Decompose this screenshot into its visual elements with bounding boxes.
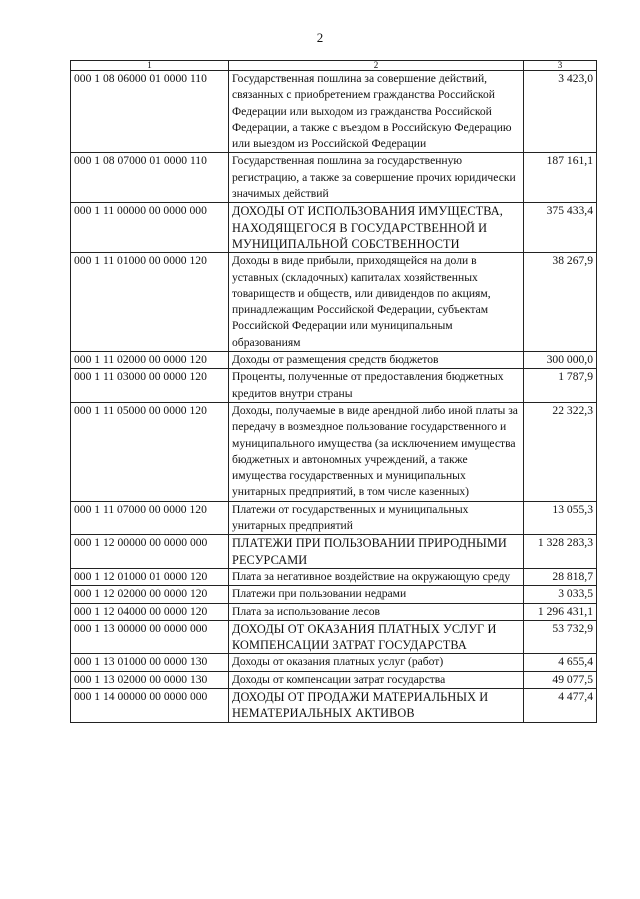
revenue-name-cell: Проценты, полученные от предоставления бюджетных кредитов внутри страны	[229, 369, 524, 403]
page-number: 2	[316, 30, 324, 45]
table-row	[71, 688, 597, 722]
amount-cell: 49 077,5	[524, 671, 597, 688]
revenue-name-cell: Плата за негативное воздействие на окружающую среду	[229, 568, 524, 585]
revenue-name-cell: Доходы от оказания платных услуг (работ)	[229, 654, 524, 671]
revenue-name-cell: Государственная пошлина за государственную регистрацию, а также за совершение прочих юридически значимых действий	[229, 153, 524, 203]
revenue-name-cell: Доходы в виде прибыли, приходящейся на доли в уставных (складочных) капиталах хозяйственных товариществ и обществ, или дивидендов по акциям, принадлежащим Российской Федерации, субъектам Российской Федерации или муниципальным образованиям	[229, 253, 524, 352]
table-body	[71, 71, 597, 723]
classification-code-cell: 000 1 11 07000 00 0000 120	[71, 501, 229, 535]
table-header-row	[71, 61, 597, 71]
revenue-name-cell: Доходы от размещения средств бюджетов	[229, 352, 524, 369]
amount-cell: 1 787,9	[524, 369, 597, 403]
table-row	[71, 501, 597, 535]
classification-code-cell: 000 1 08 06000 01 0000 110	[71, 71, 229, 153]
amount-cell: 22 322,3	[524, 402, 597, 501]
amount-cell: 4 655,4	[524, 654, 597, 671]
classification-code-cell: 000 1 11 00000 00 0000 000	[71, 203, 229, 253]
table-row	[71, 671, 597, 688]
column-header: 1	[71, 61, 229, 71]
column-header: 3	[524, 61, 597, 71]
classification-code-cell: 000 1 12 00000 00 0000 000	[71, 535, 229, 569]
classification-code-cell: 000 1 13 00000 00 0000 000	[71, 620, 229, 654]
revenue-table	[70, 60, 597, 723]
table-row	[71, 402, 597, 501]
table-row	[71, 620, 597, 654]
amount-cell: 1 328 283,3	[524, 535, 597, 569]
classification-code-cell: 000 1 14 00000 00 0000 000	[71, 688, 229, 722]
classification-code-cell: 000 1 08 07000 01 0000 110	[71, 153, 229, 203]
amount-cell: 53 732,9	[524, 620, 597, 654]
table-row	[71, 71, 597, 153]
revenue-name-cell: Доходы, получаемые в виде арендной либо иной платы за передачу в возмездное пользование государственного и муниципального имущества (за исключением имущества бюджетных и автономных учреждений, а также имущества государственных и муниципальных унитарных предприятий, в том числе казенных)	[229, 402, 524, 501]
classification-code-cell: 000 1 11 02000 00 0000 120	[71, 352, 229, 369]
classification-code-cell: 000 1 12 01000 01 0000 120	[71, 568, 229, 585]
revenue-name-cell: ПЛАТЕЖИ ПРИ ПОЛЬЗОВАНИИ ПРИРОДНЫМИ РЕСУРСАМИ	[229, 535, 524, 569]
table-row	[71, 352, 597, 369]
table-row	[71, 369, 597, 403]
table-row	[71, 203, 597, 253]
table-row	[71, 586, 597, 603]
amount-cell: 28 818,7	[524, 568, 597, 585]
classification-code-cell: 000 1 12 04000 00 0000 120	[71, 603, 229, 620]
revenue-name-cell: ДОХОДЫ ОТ ОКАЗАНИЯ ПЛАТНЫХ УСЛУГ И КОМПЕНСАЦИИ ЗАТРАТ ГОСУДАРСТВА	[229, 620, 524, 654]
classification-code-cell: 000 1 11 05000 00 0000 120	[71, 402, 229, 501]
amount-cell: 4 477,4	[524, 688, 597, 722]
revenue-name-cell: Государственная пошлина за совершение действий, связанных с приобретением гражданства Российской Федерации или выходом из гражданства Российской Федерации, а также с въездом в Российскую Федерацию или выездом из Российской Федерации	[229, 71, 524, 153]
amount-cell: 3 423,0	[524, 71, 597, 153]
classification-code-cell: 000 1 12 02000 00 0000 120	[71, 586, 229, 603]
amount-cell: 13 055,3	[524, 501, 597, 535]
classification-code-cell: 000 1 11 01000 00 0000 120	[71, 253, 229, 352]
table-row	[71, 568, 597, 585]
table-row	[71, 253, 597, 352]
revenue-name-cell: Платежи от государственных и муниципальных унитарных предприятий	[229, 501, 524, 535]
revenue-name-cell: Доходы от компенсации затрат государства	[229, 671, 524, 688]
amount-cell: 187 161,1	[524, 153, 597, 203]
amount-cell: 38 267,9	[524, 253, 597, 352]
table-row	[71, 603, 597, 620]
revenue-name-cell: ДОХОДЫ ОТ ИСПОЛЬЗОВАНИЯ ИМУЩЕСТВА, НАХОДЯЩЕГОСЯ В ГОСУДАРСТВЕННОЙ И МУНИЦИПАЛЬНОЙ СОБСТВЕННОСТИ	[229, 203, 524, 253]
revenue-name-cell: Платежи при пользовании недрами	[229, 586, 524, 603]
revenue-name-cell: ДОХОДЫ ОТ ПРОДАЖИ МАТЕРИАЛЬНЫХ И НЕМАТЕРИАЛЬНЫХ АКТИВОВ	[229, 688, 524, 722]
classification-code-cell: 000 1 13 02000 00 0000 130	[71, 671, 229, 688]
table-row	[71, 535, 597, 569]
revenue-name-cell: Плата за использование лесов	[229, 603, 524, 620]
amount-cell: 3 033,5	[524, 586, 597, 603]
table-row	[71, 153, 597, 203]
classification-code-cell: 000 1 13 01000 00 0000 130	[71, 654, 229, 671]
amount-cell: 375 433,4	[524, 203, 597, 253]
column-header: 2	[229, 61, 524, 71]
amount-cell: 1 296 431,1	[524, 603, 597, 620]
amount-cell: 300 000,0	[524, 352, 597, 369]
table-row	[71, 654, 597, 671]
classification-code-cell: 000 1 11 03000 00 0000 120	[71, 369, 229, 403]
